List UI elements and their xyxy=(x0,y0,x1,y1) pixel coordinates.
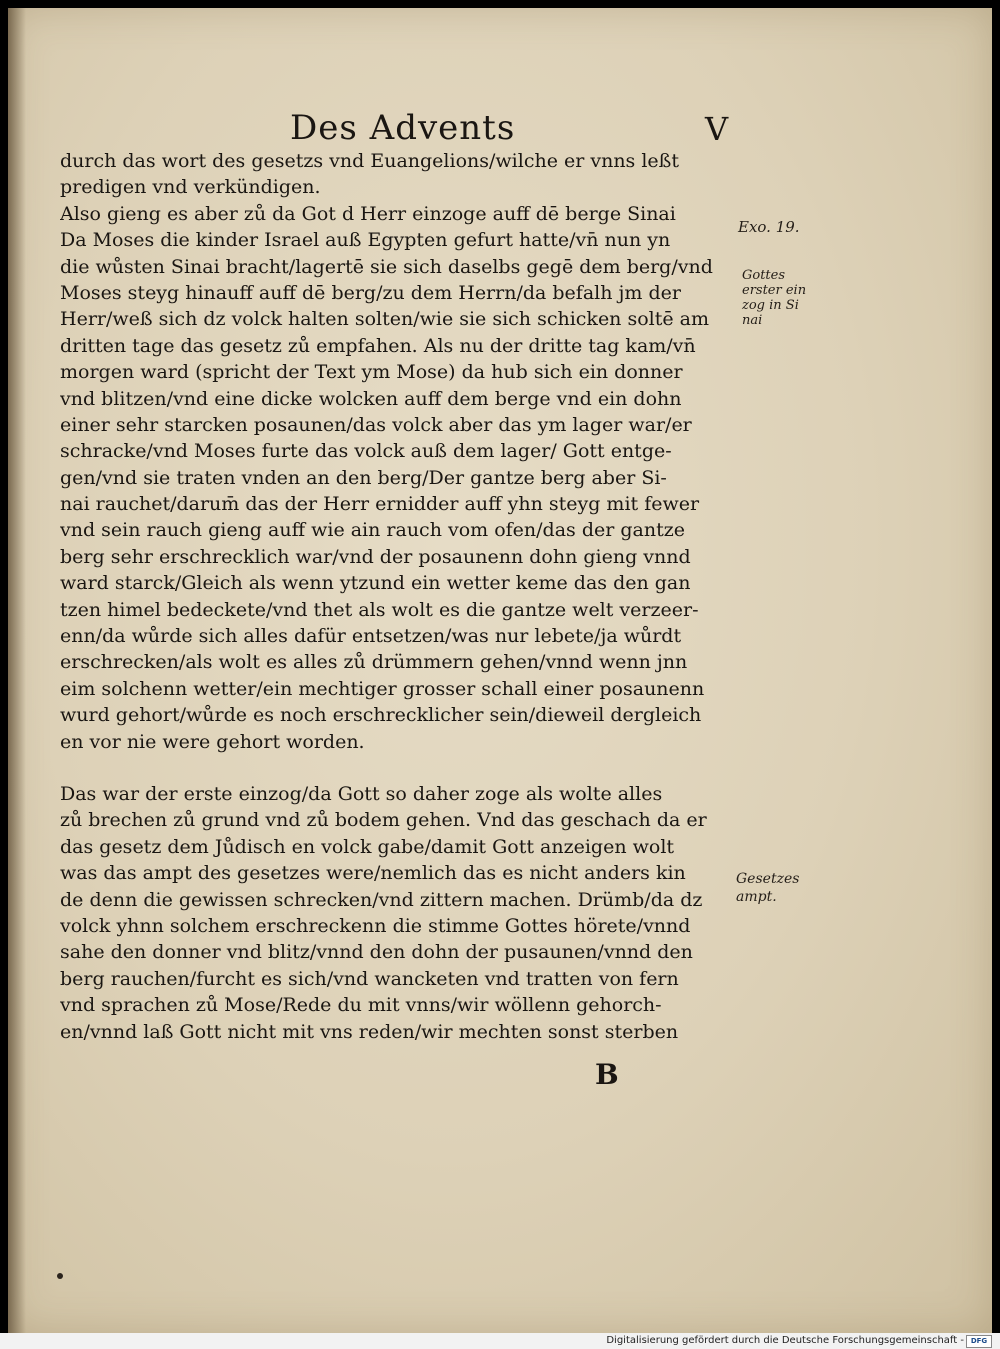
text-line: Da Moses die kinder Israel auß Egypten gefurt hatte/vn̄ nun yn xyxy=(60,229,671,252)
text-line: ward starck/Gleich als wenn ytzund ein wetter keme das den gan xyxy=(60,572,691,595)
text-line: vnd sprachen zů Mose/Rede du mit vnns/wir wöllenn gehorch- xyxy=(60,994,662,1017)
text-line: enn/da wůrde sich alles dafür entsetzen/was nur lebete/ja wůrdt xyxy=(60,625,682,648)
text-line: eim solchenn wetter/ein mechtiger grosser schall einer posaunenn xyxy=(60,677,705,700)
paragraph-1 xyxy=(60,148,750,755)
margin-note-line: Exo. 19. xyxy=(738,218,800,236)
text-line: vnd blitzen/vnd eine dicke wolcken auff dem berge vnd ein dohn xyxy=(60,387,682,410)
text-line: erschrecken/als wolt es alles zů drümmern gehen/vnnd wenn jnn xyxy=(60,651,688,674)
text-line: zů brechen zů grund vnd zů bodem gehen. Vnd das geschach da er xyxy=(60,809,707,832)
running-head: Des Advents xyxy=(290,108,516,148)
paragraph-gap xyxy=(60,755,750,781)
text-line: berg sehr erschrecklich war/vnd der posaunenn dohn gieng vnnd xyxy=(60,545,691,568)
text-line: dritten tage das gesetz zů empfahen. Als nu der dritte tag kam/vn̄ xyxy=(60,334,696,357)
text-line: sahe den donner vnd blitz/vnnd den dohn der pusaunen/vnnd den xyxy=(60,941,693,964)
text-line: wurd gehort/wůrde es noch erschrecklicher sein/dieweil dergleich xyxy=(60,704,702,727)
margin-note-line: Gesetzes xyxy=(736,871,800,887)
paragraph-2 xyxy=(60,781,750,1045)
text-line: nai rauchet/darum̄ das der Herr ernidder auff yhn steyg mit fewer xyxy=(60,493,700,516)
margin-note-line: Gottes xyxy=(742,268,786,283)
text-line: en vor nie were gehort worden. xyxy=(60,730,365,753)
page-spine-shadow xyxy=(8,8,26,1333)
margin-note-line: ampt. xyxy=(736,889,777,905)
text-line: was das ampt des gesetzes were/nemlich das es nicht anders kin xyxy=(60,862,686,885)
margin-note-gottes-einzog xyxy=(742,268,832,328)
margin-note-line: nai xyxy=(742,313,763,328)
text-line: Das war der erste einzog/da Gott so daher zoge als wolte alles xyxy=(60,782,663,805)
margin-note-exodus xyxy=(738,220,828,235)
folio-number: V xyxy=(705,110,729,148)
text-line: tzen himel bedeckete/vnd thet als wolt es die gantze welt verzeer- xyxy=(60,598,699,621)
text-line: Moses steyg hinauff auff dē berg/zu dem Herrn/da befalh jm der xyxy=(60,281,681,304)
text-line: durch das wort des gesetzs vnd Euangelions/wilche er vnns leßt xyxy=(60,150,679,172)
text-line: de denn die gewissen schrecken/vnd zittern machen. Drümb/da dz xyxy=(60,888,703,911)
ink-speck xyxy=(57,1273,63,1279)
text-line: predigen vnd verkündigen. xyxy=(60,176,321,199)
margin-note-line: erster ein xyxy=(742,283,807,298)
text-line: schracke/vnd Moses furte das volck auß dem lager/ Gott entge- xyxy=(60,440,672,463)
margin-note-gesetzes-ampt xyxy=(736,870,826,906)
text-line: volck yhnn solchem erschreckenn die stimme Gottes hörete/vnnd xyxy=(60,914,691,937)
text-line: Also gieng es aber zů da Got d Herr einzoge auff dē berge Sinai xyxy=(60,202,676,225)
text-line: morgen ward (spricht der Text ym Mose) da hub sich ein donner xyxy=(60,361,683,384)
text-line: vnd sein rauch gieng auff wie ain rauch vom ofen/das der gantze xyxy=(60,519,685,542)
text-line: das gesetz dem Jůdisch en volck gabe/damit Gott anzeigen wolt xyxy=(60,835,675,858)
margin-note-line: zog in Si xyxy=(742,298,799,313)
text-line: gen/vnd sie traten vnden an den berg/Der gantze berg aber Si- xyxy=(60,466,667,489)
signature-mark: B xyxy=(595,1058,619,1091)
text-line: einer sehr starcken posaunen/das volck aber das ym lager war/er xyxy=(60,413,692,436)
text-line: en/vnnd laß Gott nicht mit vns reden/wir mechten sonst sterben xyxy=(60,1020,679,1043)
text-line: die wůsten Sinai bracht/lagertē sie sich daselbs gegē dem berg/vnd xyxy=(60,255,713,278)
dfg-logo-icon: DFG xyxy=(966,1335,992,1348)
main-text-block xyxy=(60,148,750,1045)
text-line: Herr/weß sich dz volck halten solten/wie sie sich schicken soltē am xyxy=(60,308,709,331)
text-line: berg rauchen/furcht es sich/vnd wancketen vnd tratten von fern xyxy=(60,967,679,990)
footer-credit: Digitalisierung gefördert durch die Deutsche Forschungsgemeinschaft - xyxy=(606,1335,964,1346)
